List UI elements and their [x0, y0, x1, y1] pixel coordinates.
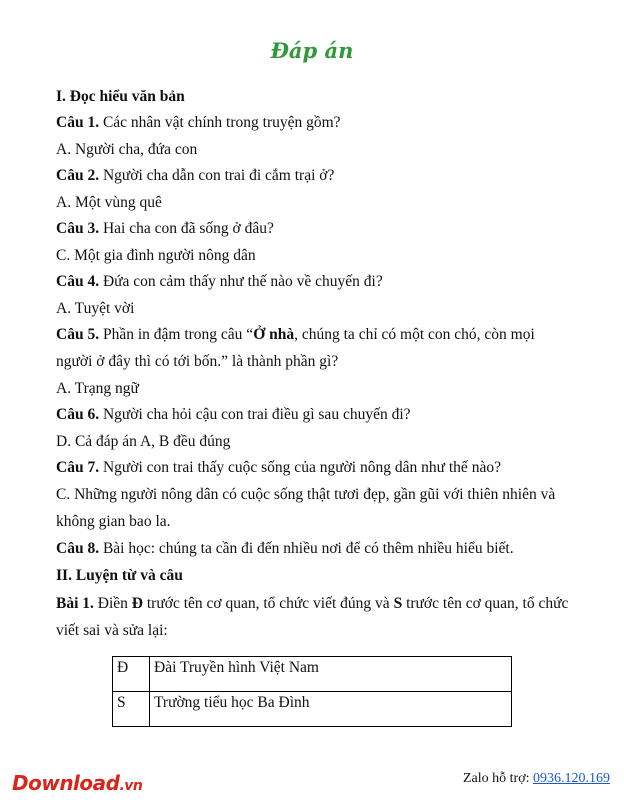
answer-4: A. Tuyệt vời: [56, 300, 135, 317]
table-cell-name: Trường tiểu học Ba Đình: [150, 692, 512, 727]
answer-7: C. Những người nông dân có cuộc sống thật tươi đẹp, gần gũi với thiên nhiên và: [56, 486, 556, 503]
answer-1: A. Người cha, đứa con: [56, 141, 198, 158]
table-cell-name: Đài Truyền hình Việt Nam: [150, 657, 512, 692]
answer-5: A. Trạng ngữ: [56, 380, 139, 397]
table-row: [113, 692, 512, 727]
answers-table: [112, 656, 512, 727]
question-5: Câu 5. Phần in đậm trong câu “Ở nhà, chúng ta chỉ có một con chó, còn mọi: [56, 326, 535, 343]
question-7: Câu 7. Người con trai thấy cuộc sống của người nông dân như thế nào?: [56, 459, 501, 476]
page-title: Đáp án: [270, 38, 354, 63]
table-cell-mark: S: [113, 692, 150, 727]
question-6: Câu 6. Người cha hỏi cậu con trai điều gì sau chuyến đi?: [56, 406, 411, 423]
section-heading: II. Luyện từ và câu: [56, 567, 183, 584]
download-logo[interactable]: Download.vn: [12, 771, 143, 795]
table-cell-mark: Đ: [113, 657, 150, 692]
answer-7-cont: không gian bao la.: [56, 513, 171, 530]
section-heading: I. Đọc hiểu văn bản: [56, 88, 185, 105]
zalo-phone-link[interactable]: 0936.120.169: [533, 771, 610, 786]
question-1: Câu 1. Các nhân vật chính trong truyện gồm?: [56, 114, 341, 131]
question-8: Câu 8. Bài học: chúng ta cần đi đến nhiều nơi để có thêm nhiều hiểu biết.: [56, 540, 514, 557]
answer-6: D. Cả đáp án A, B đều đúng: [56, 433, 231, 450]
question-5-cont: người ở đây thì có tới bốn.” là thành phần gì?: [56, 353, 339, 370]
exercise-1-cont: viết sai và sửa lại:: [56, 622, 168, 639]
exercise-1: Bài 1. Điền Đ trước tên cơ quan, tổ chức viết đúng và S trước tên cơ quan, tổ chức: [56, 595, 569, 612]
question-3: Câu 3. Hai cha con đã sống ở đâu?: [56, 220, 274, 237]
question-4: Câu 4. Đứa con cảm thấy như thế nào về chuyến đi?: [56, 273, 383, 290]
question-2: Câu 2. Người cha dẫn con trai đi cắm trại ở?: [56, 167, 335, 184]
answer-2: A. Một vùng quê: [56, 194, 162, 211]
table-row: [113, 657, 512, 692]
answer-3: C. Một gia đình người nông dân: [56, 247, 256, 264]
zalo-support: Zalo hỗ trợ: 0936.120.169: [463, 771, 610, 786]
